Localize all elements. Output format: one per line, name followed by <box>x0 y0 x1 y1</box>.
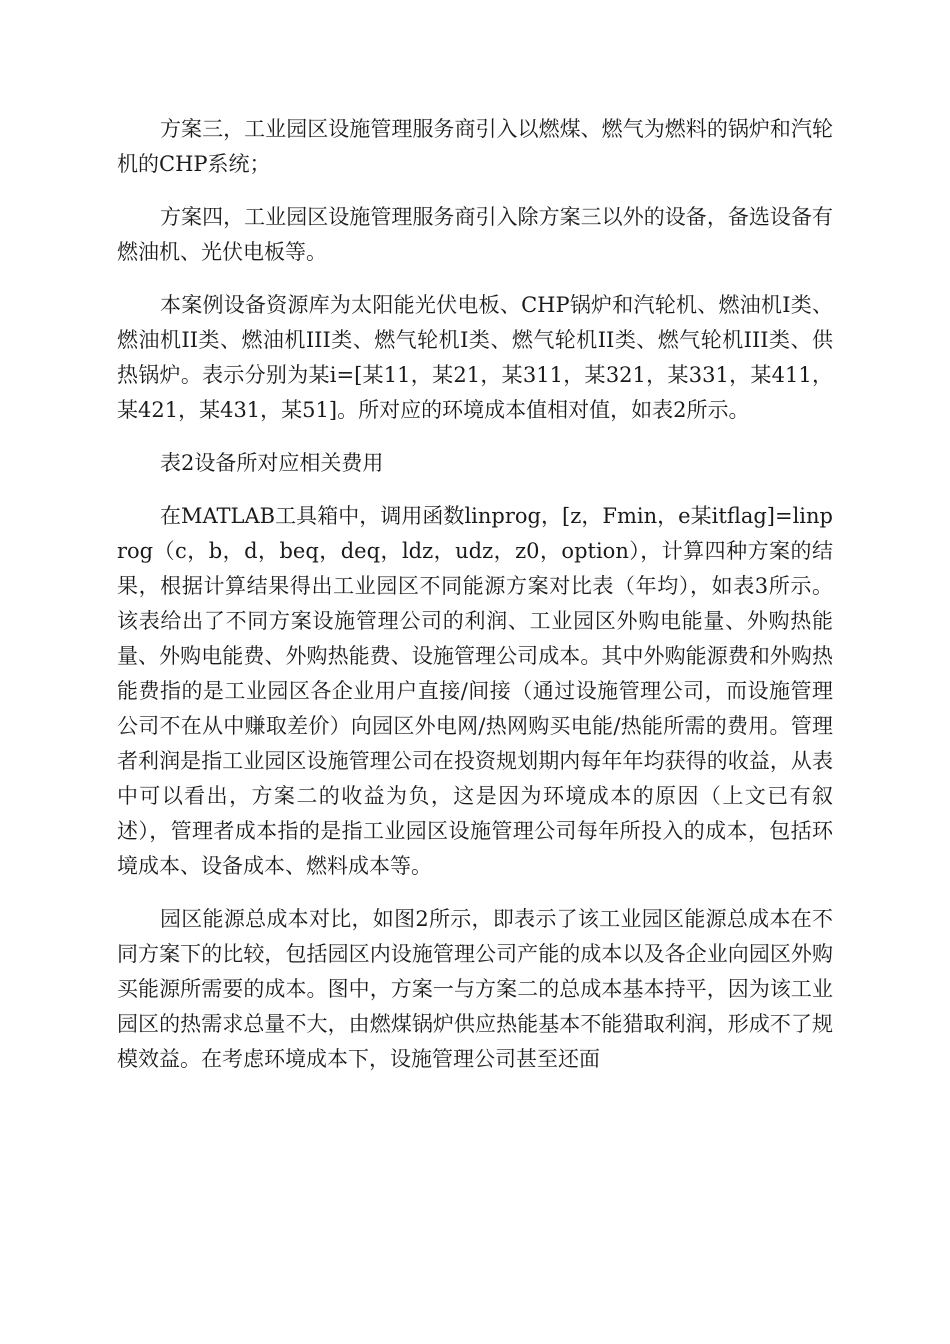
document-body <box>117 112 833 1095</box>
paragraph-matlab-calculation: 在MATLAB工具箱中，调用函数linprog，[z，Fmin，e某itflag]=linprog（c，b，d，beq，deq，ldz，udz，z0，option），计算四种方案的结果，根据计算结果得出工业园区不同能源方案对比表（年均），如表3所示。该表给出了不同方案设施管理公司的利润、工业园区外购电能量、外购热能量、外购电能费、外购热能费、设施管理公司成本。其中外购能源费和外购热能费指的是工业园区各企业用户直接/间接（通过设施管理公司，而设施管理公司不在从中赚取差价）向园区外电网/热网购买电能/热能所需的费用。管理者利润是指工业园区设施管理公司在投资规划期内每年年均获得的收益，从表中可以看出，方案二的收益为负，这是因为环境成本的原因（上文已有叙述），管理者成本指的是指工业园区设施管理公司每年所投入的成本，包括环境成本、设备成本、燃料成本等。 <box>117 504 833 878</box>
paragraph-scheme-three: 方案三，工业园区设施管理服务商引入以燃煤、燃气为燃料的锅炉和汽轮机的CHP系统； <box>117 117 833 176</box>
paragraph-equipment-library: 本案例设备资源库为太阳能光伏电板、CHP锅炉和汽轮机、燃油机I类、燃油机II类、燃油机III类、燃气轮机I类、燃气轮机II类、燃气轮机III类、供热锅炉。表示分别为某i=[某11，某21，某311，某321，某331，某411，某421，某431，某51]。所对应的环境成本值相对值，如表2所示。 <box>117 293 833 422</box>
paragraph-total-cost-comparison: 园区能源总成本对比，如图2所示，即表示了该工业园区能源总成本在不同方案下的比较，包括园区内设施管理公司产能的成本以及各企业向园区外购买能源所需要的成本。图中，方案一与方案二的总成本基本持平，因为该工业园区的热需求总量不大，由燃煤锅炉供应热能基本不能猎取利润，形成不了规模效益。在考虑环境成本下，设施管理公司甚至还面 <box>117 907 833 1071</box>
table-caption: 表2设备所对应相关费用 <box>160 451 384 475</box>
paragraph-scheme-four: 方案四，工业园区设施管理服务商引入除方案三以外的设备，备选设备有燃油机、光伏电板等。 <box>117 205 833 264</box>
